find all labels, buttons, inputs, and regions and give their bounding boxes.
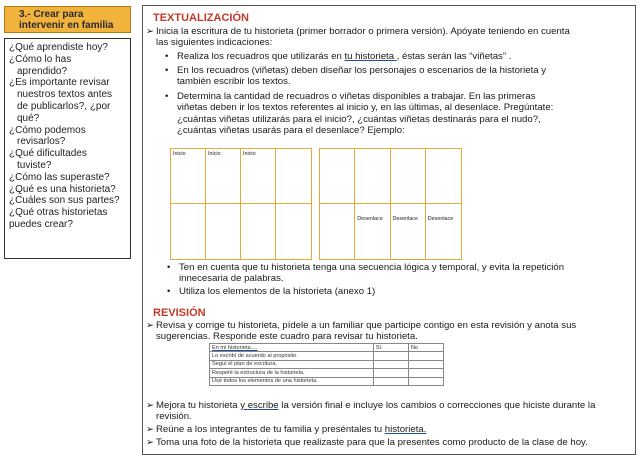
main-content	[142, 5, 636, 455]
question-line: ¿Es importante revisar	[9, 77, 110, 89]
panel	[320, 149, 355, 204]
panel-grid-end	[319, 148, 462, 260]
question-line: ¿Cómo las superaste?	[9, 171, 110, 183]
sidebar	[4, 6, 131, 259]
table-cell: Respeté la estructura de la historieta.	[210, 369, 374, 377]
checkbox-cell-no[interactable]	[408, 360, 443, 368]
bullet-2: • En los recuadros (viñetas) deben diseñar los personajes o escenarios de la historieta y también escribir los textos.	[165, 65, 547, 88]
checkbox-cell-yes[interactable]	[373, 360, 408, 368]
question-line: de publicarlos?, ¿por	[17, 100, 111, 112]
bullet-3: • Determina la cantidad de recuadros o viñetas disponibles a trabajar. En las primeras viñetas deben ir los textos referentes al inicio y, en las últimas, al desenlace. Pregúntate: ¿cuántas viñetas utilizarás para el inicio?, ¿cuántas viñetas destinarás para el nudo?, ¿cuántas viñetas usarás para el desenlace? Ejemplo:	[165, 91, 554, 137]
revision-step-2: ➢ Mejora tu historieta y escribe la versión final e incluye los cambios o correcciones que hiciste durante la	[146, 400, 596, 411]
panel-desenlace: Desenlace	[391, 204, 426, 259]
panel	[171, 204, 206, 259]
panel-desenlace: Desenlace	[355, 204, 390, 259]
intro-text: ➢ Inicia la escritura de tu historieta (primer borrador o primera versión). Apóyate teniendo en cuenta	[146, 26, 570, 37]
table-header-cell: No	[408, 344, 443, 352]
textualizacion-heading: TEXTUALIZACIÓN	[153, 12, 249, 24]
panel	[355, 149, 390, 204]
revision-step-1: ➢ Revisa y corrige tu historieta, pídele a un familiar que participe contigo en esta revisión y anota sus	[146, 320, 577, 331]
question-line: revisarlos?	[17, 136, 66, 148]
table-header-cell: Sí	[373, 344, 408, 352]
question-line: ¿Cómo lo has	[9, 53, 72, 65]
question-line: tuviste?	[17, 159, 52, 171]
revision-step-1-cont: sugerencias. Responde este cuadro para revisar tu historieta.	[156, 331, 418, 342]
table-header-cell: En mi historieta….	[210, 344, 374, 352]
panel	[276, 149, 311, 204]
revision-step-4: ➢ Toma una foto de la historieta que realizaste para que la presentes como producto de la clase de hoy.	[146, 437, 588, 448]
table-cell: Usé todos los elementos de una historieta.	[210, 377, 374, 385]
panel-inicio: Inicio	[171, 149, 206, 204]
question-line: ¿Cómo podemos	[9, 124, 86, 136]
panel	[276, 204, 311, 259]
bullet-5: • Utiliza los elementos de la historieta (anexo 1)	[167, 286, 376, 297]
bullet-icon: •	[167, 262, 171, 273]
revision-checklist	[209, 343, 444, 386]
intro-text-cont: las siguientes indicaciones:	[156, 37, 273, 48]
arrow-icon: ➢	[146, 26, 155, 37]
table-cell: Lo escribí de acuerdo al propósito.	[210, 352, 374, 360]
reflection-questions	[4, 38, 131, 259]
table-cell: Seguí el plan de escritura.	[210, 360, 374, 368]
panel	[320, 204, 355, 259]
arrow-icon: ➢	[146, 400, 155, 411]
bullet-icon: •	[165, 51, 169, 62]
table-row	[210, 369, 444, 377]
bullet-1: • Realiza los recuadros que utilizarás en tu historieta , éstas serán las “viñetas” .	[165, 51, 512, 62]
question-line: ¿Qué aprendiste hoy?	[9, 42, 108, 53]
arrow-icon: ➢	[146, 320, 155, 331]
revision-step-3: ➢ Reúne a los integrantes de tu familia y preséntales tu historieta.	[146, 424, 427, 435]
panel	[206, 204, 241, 259]
question-line: ¿Qué otras historietas	[9, 207, 108, 219]
revision-heading: REVISIÓN	[153, 307, 206, 319]
arrow-icon: ➢	[146, 437, 155, 448]
revision-step-2-cont: revisión.	[156, 411, 192, 422]
checkbox-cell-yes[interactable]	[373, 369, 408, 377]
question-line: puedes crear?	[9, 218, 73, 230]
table-row	[210, 377, 444, 385]
panel	[391, 149, 426, 204]
arrow-icon: ➢	[146, 424, 155, 435]
question-line: ¿Qué dificultades	[9, 148, 87, 160]
checkbox-cell-no[interactable]	[408, 352, 443, 360]
panel	[426, 149, 461, 204]
panel-inicio: Inicio	[241, 149, 276, 204]
panel	[241, 204, 276, 259]
checkbox-cell-no[interactable]	[408, 369, 443, 377]
checkbox-cell-no[interactable]	[408, 377, 443, 385]
question-line: ¿Cuáles son sus partes?	[9, 195, 120, 207]
table-row	[210, 352, 444, 360]
section-title: 3.- Crear para intervenir en familia	[4, 6, 131, 33]
question-line: nuestros textos antes	[17, 89, 113, 101]
panel-inicio: Inicio	[206, 149, 241, 204]
checkbox-cell-yes[interactable]	[373, 352, 408, 360]
table-header-row	[210, 344, 444, 352]
question-line: qué?	[17, 112, 40, 124]
bullet-icon: •	[165, 65, 169, 76]
bullet-icon: •	[165, 91, 169, 102]
panel-desenlace: Desenlace	[427, 216, 454, 222]
question-line: aprendido?	[17, 65, 68, 77]
panel-grid-start	[170, 148, 312, 260]
bullet-icon: •	[167, 286, 171, 297]
bullet-4: • Ten en cuenta que tu historieta tenga una secuencia lógica y temporal, y evita la repetición innecesaria de palabras.	[167, 262, 565, 285]
checkbox-cell-yes[interactable]	[373, 377, 408, 385]
question-line: ¿Qué es una historieta?	[9, 183, 116, 195]
table-row	[210, 360, 444, 368]
